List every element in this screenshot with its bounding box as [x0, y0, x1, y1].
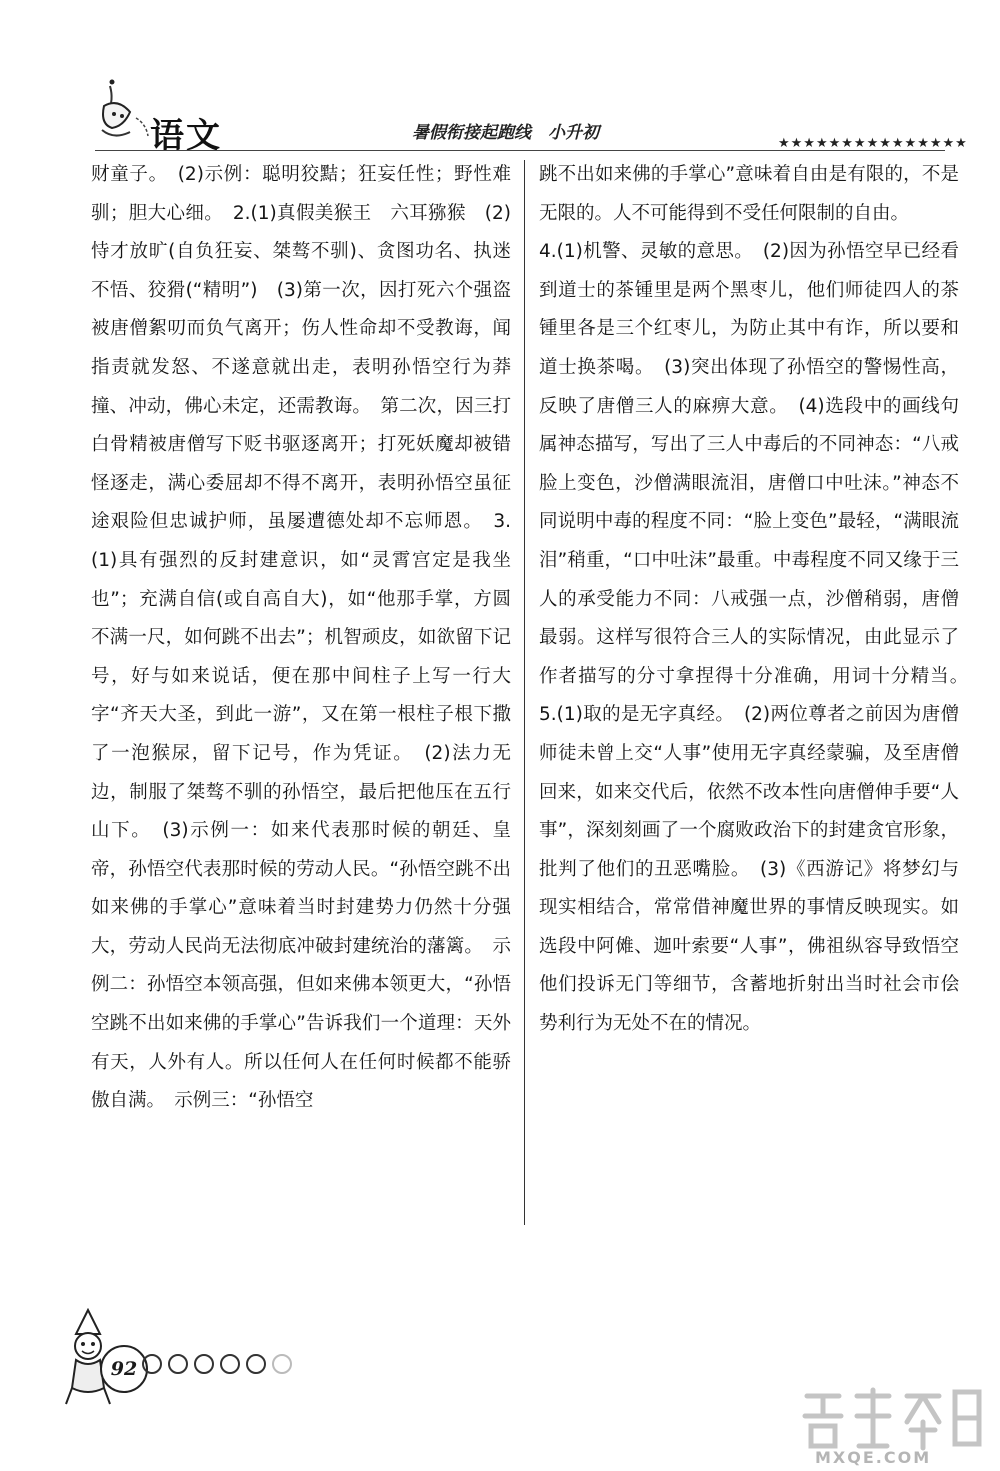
- page-number: 92: [100, 1345, 148, 1393]
- star-rating-decoration: ★★★★★★★★★★★★★★★: [778, 136, 968, 151]
- dot-ornament: [142, 1354, 162, 1374]
- right-column: [539, 156, 978, 1044]
- dot-ornament: [220, 1354, 240, 1374]
- book-title: 暑假衔接起跑线 小升初: [412, 123, 599, 143]
- dot-ornament: [194, 1354, 214, 1374]
- left-paragraph: 财童子。 (2)示例：聪明狡黠；狂妄任性；野性难驯；胆大心细。 2.(1)真假美猴王 六耳猕猴 (2)恃才放旷(自负狂妄、桀骜不驯)、贪图功名、执迷不悟、狡猾(“精明”) (3)第一次，因打死六个强盗被唐僧絮叨而负气离开；伤人性命却不受教诲，闻指责就发怒、不遂意就出走，表明孙悟空行为莽撞、冲动，佛心未定，还需教诲。 第二次，因三打白骨精被唐僧写下贬书驱逐离开；打死妖魔却被错怪逐走，满心委屈却不得不离开，表明孙悟空虽征途艰险但忠诚护师，虽屡遭德处却不忘师恩。 3.(1)具有强烈的反封建意识，如“灵霄宫定是我坐也”；充满自信(或自高自大)，如“他那手掌，方圆不满一尺，如何跳不出去”；机智顽皮，如欲留下记号，好与如来说话，便在那中间柱子上写一行大字“齐天大圣，到此一游”，又在第一根柱子根下撒了一泡猴尿，留下记号，作为凭证。 (2)法力无边，制服了桀骜不驯的孙悟空，最后把他压在五行山下。 (3)示例一：如来代表那时候的朝廷、皇帝，孙悟空代表那时候的劳动人民。“孙悟空跳不出如来佛的手掌心”意味着当时封建势力仍然十分强大，劳动人民尚无法彻底冲破封建统治的藩篱。 示例二：孙悟空本领高强，但如来佛本领更大，“孙悟空跳不出如来佛的手掌心”告诉我们一个道理：天外有天，人外有人。所以任何人在任何时候都不能骄傲自满。 示例三：“孙悟空: [91, 164, 511, 1112]
- watermark-text: MXQE.COM: [815, 1448, 932, 1467]
- left-column: [91, 156, 511, 1121]
- right-paragraph: 4.(1)机警、灵敏的意思。 (2)因为孙悟空早已经看到道士的茶锺里是两个黑枣儿，他们师徒四人的茶锺里各是三个红枣儿，为防止其中有诈，所以要和道士换茶喝。 (3)突出体现了孙悟空的警惕性高，反映了唐僧三人的麻痹大意。 (4)选段中的画线句属神态描写，写出了三人中毒后的不同神态：“八戒脸上变色，沙僧满眼流泪，唐僧口中吐沫。”神态不同说明中毒的程度不同：“脸上变色”最轻，“满眼流泪”稍重，“口中吐沫”最重。中毒程度不同又缘于三人的承受能力不同：八戒强一点，沙僧稍弱，唐僧最弱。这样写很符合三人的实际情况，由此显示了作者描写的分寸拿捏得十分准确，用词十分精当。 5.(1)取的是无字真经。 (2)两位尊者之前因为唐僧师徒未曾上交“人事”使用无字真经蒙骗，及至唐僧回来，如来交代后，依然不改本性向唐僧伸手要“人事”，深刻刻画了一个腐败政治下的封建贪官形象，批判了他们的丑恶嘴脸。 (3)《西游记》将梦幻与现实相结合，常常借神魔世界的事情反映现实。如选段中阿傩、迦叶索要“人事”，佛祖纵容导致悟空他们投诉无门等细节，含蓄地折射出当时社会市侩势利行为无处不在的情况。: [539, 241, 978, 1035]
- right-paragraph: 跳不出如来佛的手掌心”意味着自由是有限的，不是无限的。人不可能得到不受任何限制的自由。: [539, 164, 959, 224]
- decorative-dots: [142, 1354, 292, 1374]
- subject-title: 语文: [150, 116, 222, 156]
- dot-ornament: [246, 1354, 266, 1374]
- column-divider: [524, 160, 525, 1225]
- header-rule: [95, 150, 945, 151]
- page-header: [0, 0, 1000, 160]
- cartoon-logo-icon: [96, 78, 152, 148]
- dot-ornament: [272, 1354, 292, 1374]
- dot-ornament: [168, 1354, 188, 1374]
